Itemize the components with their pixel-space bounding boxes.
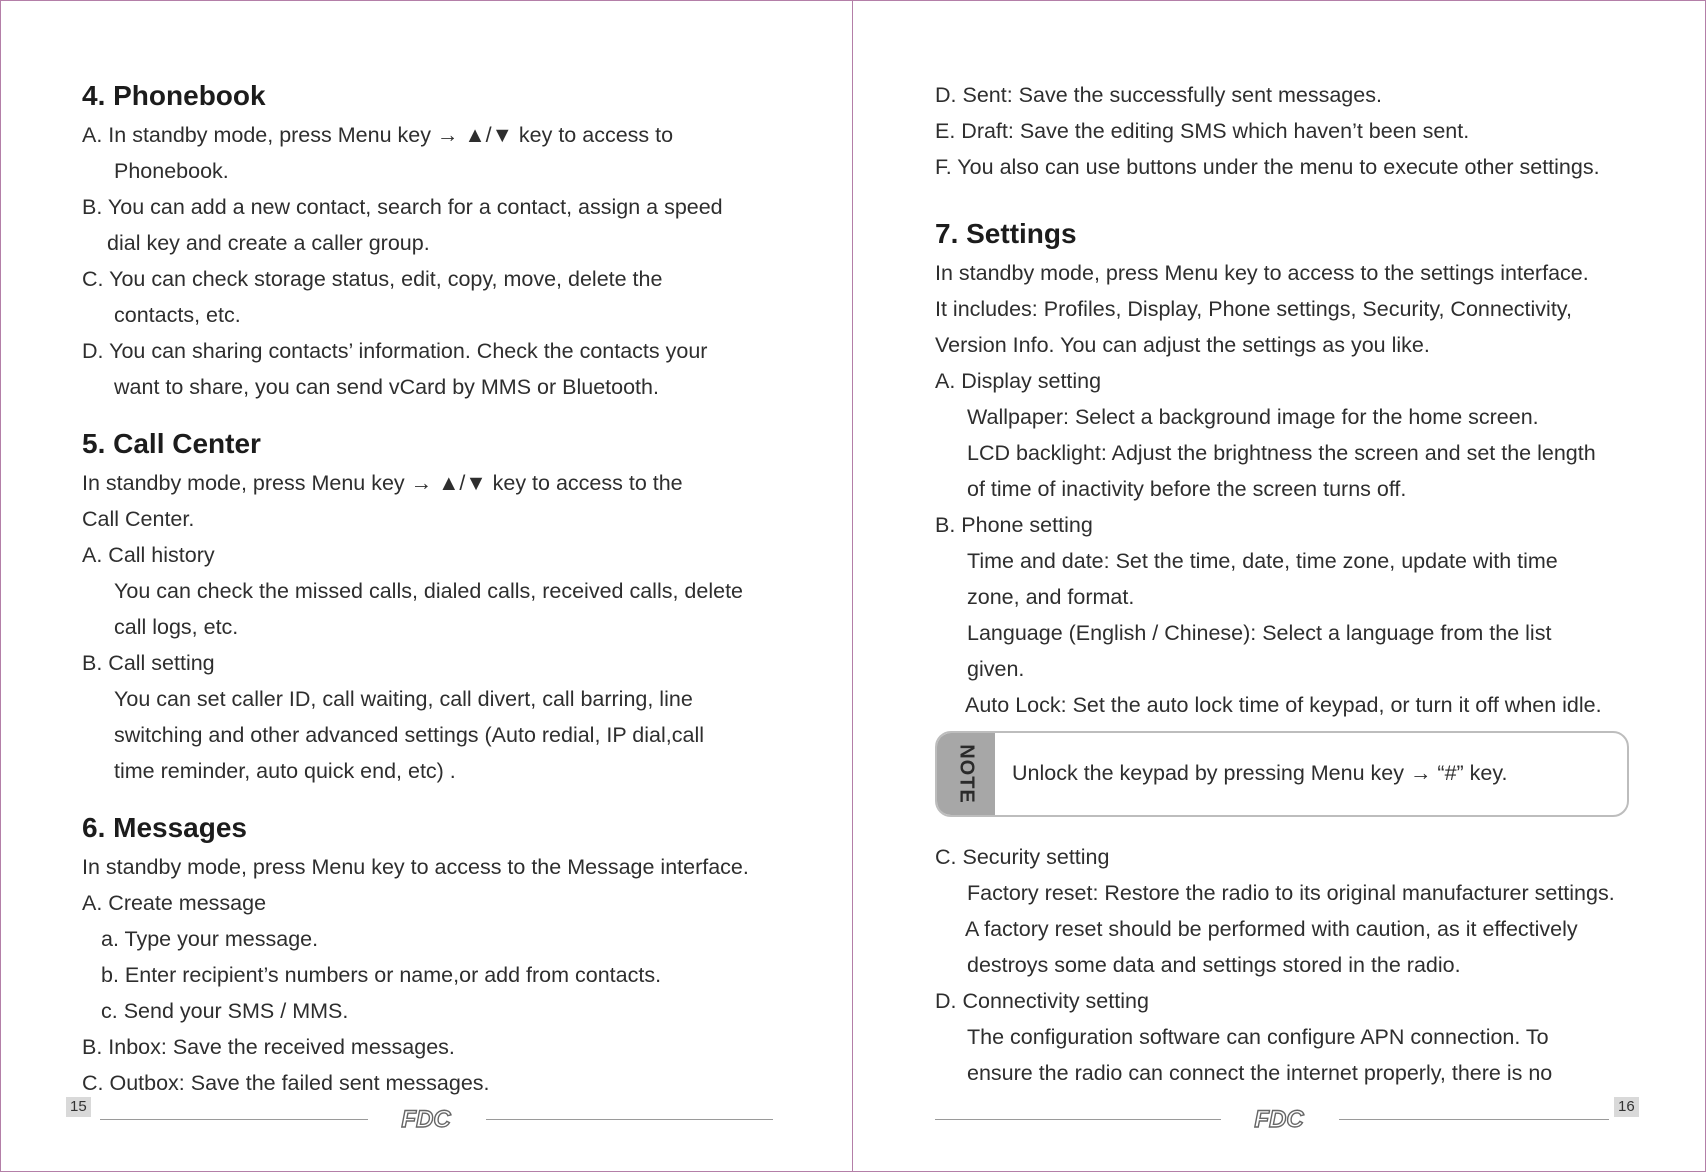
settings-heading: 7. Settings [935, 218, 1077, 249]
footer-rule [1339, 1119, 1609, 1120]
settings-line: A. Display setting [935, 369, 1102, 393]
settings-cont-line: C. Security setting [935, 845, 1110, 869]
settings-line: Time and date: Set the time, date, time zone, update with time [967, 549, 1558, 573]
settings-line: Wallpaper: Select a background image for the home screen. [967, 405, 1539, 429]
note-tab [937, 733, 995, 815]
settings-line: Auto Lock: Set the auto lock time of keypad, or turn it off when idle. [965, 693, 1602, 717]
messages-cont-line: E. Draft: Save the editing SMS which haven’t been sent. [935, 119, 1470, 143]
call-center-heading: 5. Call Center [82, 428, 261, 459]
call-center-line: call logs, etc. [114, 615, 239, 639]
phonebook-line: Phonebook. [114, 159, 229, 183]
settings-cont-line: Factory reset: Restore the radio to its original manufacturer settings. [967, 881, 1615, 905]
messages-heading: 6. Messages [82, 812, 247, 843]
settings-line: It includes: Profiles, Display, Phone settings, Security, Connectivity, [935, 297, 1572, 321]
call-center-line: You can check the missed calls, dialed calls, received calls, delete [114, 579, 744, 603]
messages-line: c. Send your SMS / MMS. [101, 999, 349, 1023]
phonebook-line: want to share, you can send vCard by MMS or Bluetooth. [114, 375, 659, 399]
call-center-line: You can set caller ID, call waiting, call divert, call barring, line [114, 687, 693, 711]
messages-line: b. Enter recipient’s numbers or name,or add from contacts. [101, 963, 662, 987]
settings-line: zone, and format. [967, 585, 1135, 609]
settings-line: LCD backlight: Adjust the brightness the screen and set the length [967, 441, 1596, 465]
footer-rule [935, 1119, 1221, 1120]
svg-text:FDC: FDC [401, 1107, 451, 1131]
messages-cont-line: D. Sent: Save the successfully sent messages. [935, 83, 1382, 107]
note-box [935, 731, 1629, 817]
call-center-line: B. Call setting [82, 651, 215, 675]
settings-line: of time of inactivity before the screen turns off. [967, 477, 1407, 501]
phonebook-line: A. In standby mode, press Menu key → ▲/▼ key to access to [82, 123, 674, 147]
settings-line: Version Info. You can adjust the settings as you like. [935, 333, 1430, 357]
phonebook-line: C. You can check storage status, edit, copy, move, delete the [82, 267, 663, 291]
page-number: 15 [66, 1097, 91, 1117]
settings-cont-line: The configuration software can configure APN connection. To [967, 1025, 1549, 1049]
messages-line: B. Inbox: Save the received messages. [82, 1035, 455, 1059]
call-center-line: time reminder, auto quick end, etc) . [114, 759, 456, 783]
messages-line: A. Create message [82, 891, 267, 915]
settings-cont-line: D. Connectivity setting [935, 989, 1149, 1013]
settings-line: Language (English / Chinese): Select a language from the list [967, 621, 1552, 645]
phonebook-line: contacts, etc. [114, 303, 241, 327]
phonebook-line: dial key and create a caller group. [107, 231, 430, 255]
settings-line: given. [967, 657, 1025, 681]
settings-line: In standby mode, press Menu key to access to the settings interface. [935, 261, 1589, 285]
footer-rule [100, 1119, 368, 1120]
phonebook-line: B. You can add a new contact, search for a contact, assign a speed [82, 195, 723, 219]
brand-logo [374, 1107, 478, 1131]
settings-line: B. Phone setting [935, 513, 1093, 537]
phonebook-line: D. You can sharing contacts’ information. Check the contacts your [82, 339, 708, 363]
messages-line: a. Type your message. [101, 927, 319, 951]
messages-line: In standby mode, press Menu key to access to the Message interface. [82, 855, 749, 879]
messages-cont-line: F. You also can use buttons under the menu to execute other settings. [935, 155, 1600, 179]
svg-text:FDC: FDC [1254, 1107, 1304, 1131]
call-center-line: A. Call history [82, 543, 215, 567]
page-number: 16 [1614, 1097, 1639, 1117]
brand-logo [1227, 1107, 1331, 1131]
settings-cont-line: destroys some data and settings stored in the radio. [967, 953, 1461, 977]
call-center-line: Call Center. [82, 507, 195, 531]
call-center-line: switching and other advanced settings (Auto redial, IP dial,call [114, 723, 705, 747]
note-text: Unlock the keypad by pressing Menu key → “#” key. [1012, 761, 1508, 785]
page-divider [852, 0, 853, 1172]
settings-cont-line: A factory reset should be performed with caution, as it effectively [965, 917, 1578, 941]
phonebook-heading: 4. Phonebook [82, 80, 266, 111]
note-label: NOTE [955, 744, 978, 804]
footer-rule [486, 1119, 773, 1120]
messages-line: C. Outbox: Save the failed sent messages. [82, 1071, 490, 1095]
call-center-line: In standby mode, press Menu key → ▲/▼ key to access to the [82, 471, 683, 495]
settings-cont-line: ensure the radio can connect the internet properly, there is no [967, 1061, 1553, 1085]
